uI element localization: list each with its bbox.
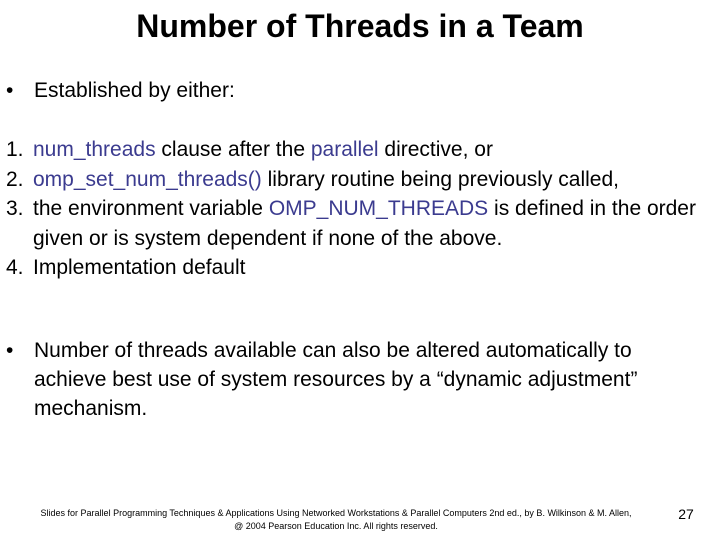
footer-line: Slides for Parallel Programming Techniques & Applications Using Networked Workstations & Parallel Computers 2nd ed., by B. Wilkinson & M. Allen, xyxy=(40,508,632,518)
slide-title: Number of Threads in a Team xyxy=(136,8,584,44)
keyword-parallel: parallel xyxy=(310,138,379,161)
keyword-omp-num-threads: OMP_NUM_THREADS xyxy=(268,197,489,220)
footer-credit xyxy=(30,507,642,533)
list-number: 3. xyxy=(6,197,24,220)
bullet-dynamic-adjustment xyxy=(6,336,696,423)
bullet-dot: • xyxy=(6,339,14,362)
list-item xyxy=(6,165,718,195)
list-text: library routine being previously called, xyxy=(261,167,619,191)
list-number: 1. xyxy=(6,138,24,161)
bullet-text: Established by either: xyxy=(34,79,235,102)
list-item xyxy=(6,253,718,283)
list-text: clause after the xyxy=(155,138,311,161)
list-text: directive, or xyxy=(378,138,493,161)
list-text: Implementation default xyxy=(33,256,246,279)
numbered-list xyxy=(6,135,718,283)
bullet-text: Number of threads available can also be altered automatically to achieve best use of system resources by a “dynamic adjustment” mechanism. xyxy=(34,339,638,420)
bullet-established xyxy=(6,76,706,105)
list-item xyxy=(6,194,718,253)
list-text: is defined in the order given or is system dependent if none of the above. xyxy=(33,197,696,250)
bullet-dot: • xyxy=(6,79,14,102)
footer-line: @ 2004 Pearson Education Inc. All rights reserved. xyxy=(234,521,438,531)
list-number: 4. xyxy=(6,256,24,279)
list-item xyxy=(6,135,718,165)
page-number: 27 xyxy=(678,506,694,522)
keyword-omp-set-num-threads: omp_set_num_threads() xyxy=(33,167,262,191)
list-number: 2. xyxy=(6,167,24,191)
keyword-num-threads: num_threads xyxy=(33,138,156,161)
list-text: the environment variable xyxy=(33,197,269,220)
